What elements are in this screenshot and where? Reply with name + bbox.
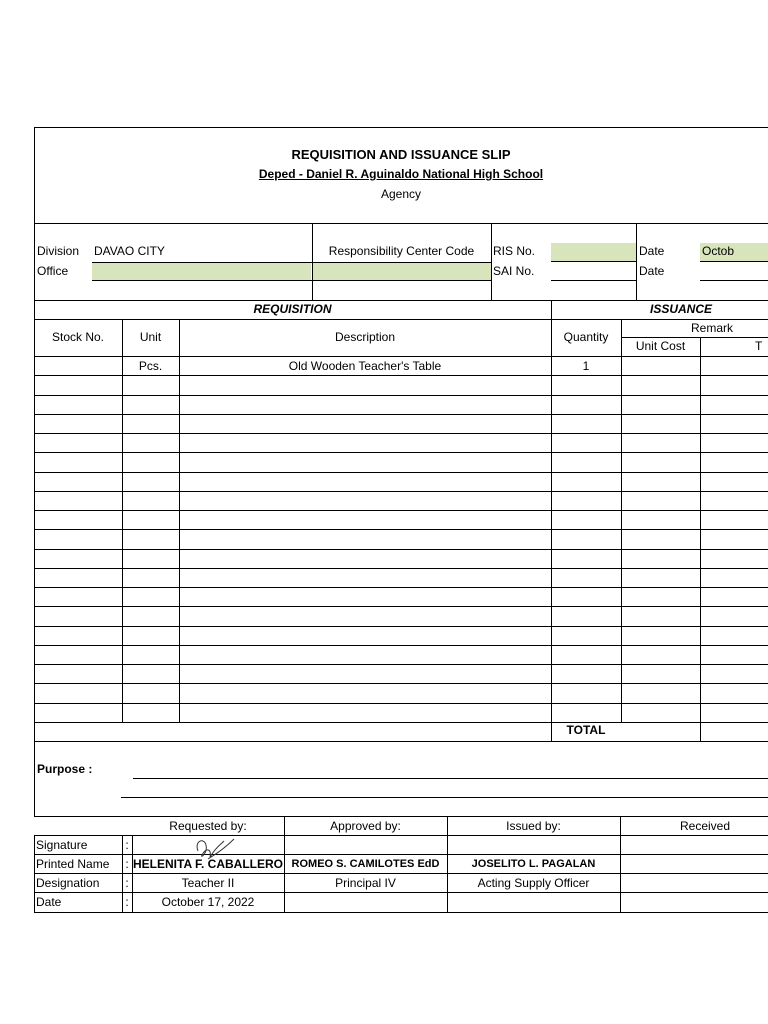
- table-row-line: [34, 395, 768, 396]
- table-row-line: [34, 626, 768, 627]
- table-row-line: [34, 529, 768, 530]
- table-row-line: [34, 683, 768, 684]
- table-row-line: [34, 722, 768, 723]
- approver-designation: Principal IV: [335, 876, 396, 890]
- responsibility-center-code-field[interactable]: [312, 262, 491, 280]
- unit-cost-header: Unit Cost: [635, 339, 686, 353]
- table-row-line: [34, 510, 768, 511]
- sai-underline: [551, 280, 637, 281]
- office-value-field[interactable]: [92, 262, 311, 280]
- description-header: Description: [334, 330, 396, 344]
- table-row-line: [34, 587, 768, 588]
- requester-designation: Teacher II: [181, 876, 235, 890]
- date-underline: [700, 261, 768, 262]
- table-row-line: [34, 375, 768, 376]
- division-value: DAVAO CITY: [94, 244, 165, 258]
- issuer-printed-name: JOSELITO L. PAGALAN: [471, 858, 596, 870]
- table-row-line: [34, 549, 768, 550]
- requisition-section-header: REQUISITION: [253, 302, 332, 316]
- table-column-line: [621, 319, 622, 722]
- date-value: Octob: [702, 244, 735, 258]
- requester-date: October 17, 2022: [161, 895, 255, 909]
- printed-name-row-label: Printed Name: [36, 857, 110, 871]
- colon-date: :: [125, 895, 129, 909]
- requester-printed-name: HELENITA F. CABALLERO: [133, 857, 283, 871]
- ris-underline: [551, 261, 637, 262]
- sign-left-border: [34, 835, 35, 913]
- quantity-cell: 1: [582, 359, 590, 373]
- unit-header: Unit: [139, 330, 162, 344]
- date2-underline: [700, 280, 768, 281]
- sign-row-line-2: [34, 873, 768, 874]
- issuance-section-header: ISSUANCE: [649, 302, 712, 316]
- unit-cell: Pcs.: [138, 359, 163, 373]
- table-row-line: [34, 433, 768, 434]
- issuer-designation: Acting Supply Officer: [477, 876, 590, 890]
- rcc-label: Responsibility Center Code: [328, 244, 475, 258]
- header-divider: [34, 223, 768, 224]
- table-row-line: [34, 645, 768, 646]
- sign-row-line-1: [34, 854, 768, 855]
- colon-signature: :: [125, 838, 129, 852]
- table-row-line: [34, 491, 768, 492]
- total-row-bottom: [34, 741, 768, 742]
- issued-by-label: Issued by:: [506, 819, 561, 833]
- colon-designation: :: [125, 876, 129, 890]
- remarks-subheader-line: [621, 337, 768, 338]
- approved-by-label: Approved by:: [330, 819, 401, 833]
- table-row-line: [34, 568, 768, 569]
- sign-row-line-3: [34, 892, 768, 893]
- table-row-line: [34, 414, 768, 415]
- table-row-line: [34, 664, 768, 665]
- received-by-label: Received: [680, 819, 731, 833]
- office-label: Office: [37, 264, 69, 278]
- form-title: REQUISITION AND ISSUANCE SLIP: [291, 147, 511, 162]
- quantity-header: Quantity: [563, 330, 609, 344]
- office-underline: [92, 280, 492, 281]
- sign-top-border: [34, 816, 768, 817]
- table-row-line: [34, 703, 768, 704]
- agency-label: Agency: [380, 187, 422, 201]
- purpose-line-1[interactable]: [133, 778, 768, 779]
- division-underline: [92, 262, 492, 263]
- requested-by-label: Requested by:: [169, 819, 247, 833]
- total-label: TOTAL: [566, 723, 606, 737]
- colon-printed-name: :: [125, 857, 129, 871]
- remarks-header: Remark: [691, 321, 734, 335]
- column-header-bottom: [34, 356, 768, 357]
- approver-printed-name: ROMEO S. CAMILOTES EdD: [291, 858, 440, 870]
- date2-label: Date: [639, 264, 665, 278]
- designation-row-label: Designation: [36, 876, 100, 890]
- purpose-label: Purpose :: [37, 762, 93, 776]
- division-label: Division: [37, 244, 80, 258]
- stock-no-header: Stock No.: [51, 330, 105, 344]
- purpose-line-2[interactable]: [121, 797, 768, 798]
- sign-bottom-border: [34, 912, 768, 913]
- description-cell: Old Wooden Teacher's Table: [288, 359, 442, 373]
- school-name: Deped - Daniel R. Aguinaldo National High School: [258, 167, 544, 181]
- sign-col-line-5: [620, 816, 621, 913]
- sign-header-bottom: [34, 835, 768, 836]
- sai-label: SAI No.: [493, 264, 535, 278]
- date-row-label: Date: [36, 895, 62, 909]
- ris-label: RIS No.: [493, 244, 536, 258]
- total-cost-header: T: [755, 339, 763, 353]
- table-row-line: [34, 472, 768, 473]
- ris-no-field[interactable]: [551, 243, 636, 261]
- section-header-line: [34, 319, 768, 320]
- table-row-line: [34, 606, 768, 607]
- signature-row-label: Signature: [36, 838, 88, 852]
- table-column-line: [122, 319, 123, 722]
- table-row-line: [34, 452, 768, 453]
- table-column-line: [179, 319, 180, 722]
- date-label: Date: [639, 244, 665, 258]
- table-column-line: [700, 337, 701, 741]
- frame-top-border: [34, 127, 768, 128]
- table-top-border: [34, 300, 768, 301]
